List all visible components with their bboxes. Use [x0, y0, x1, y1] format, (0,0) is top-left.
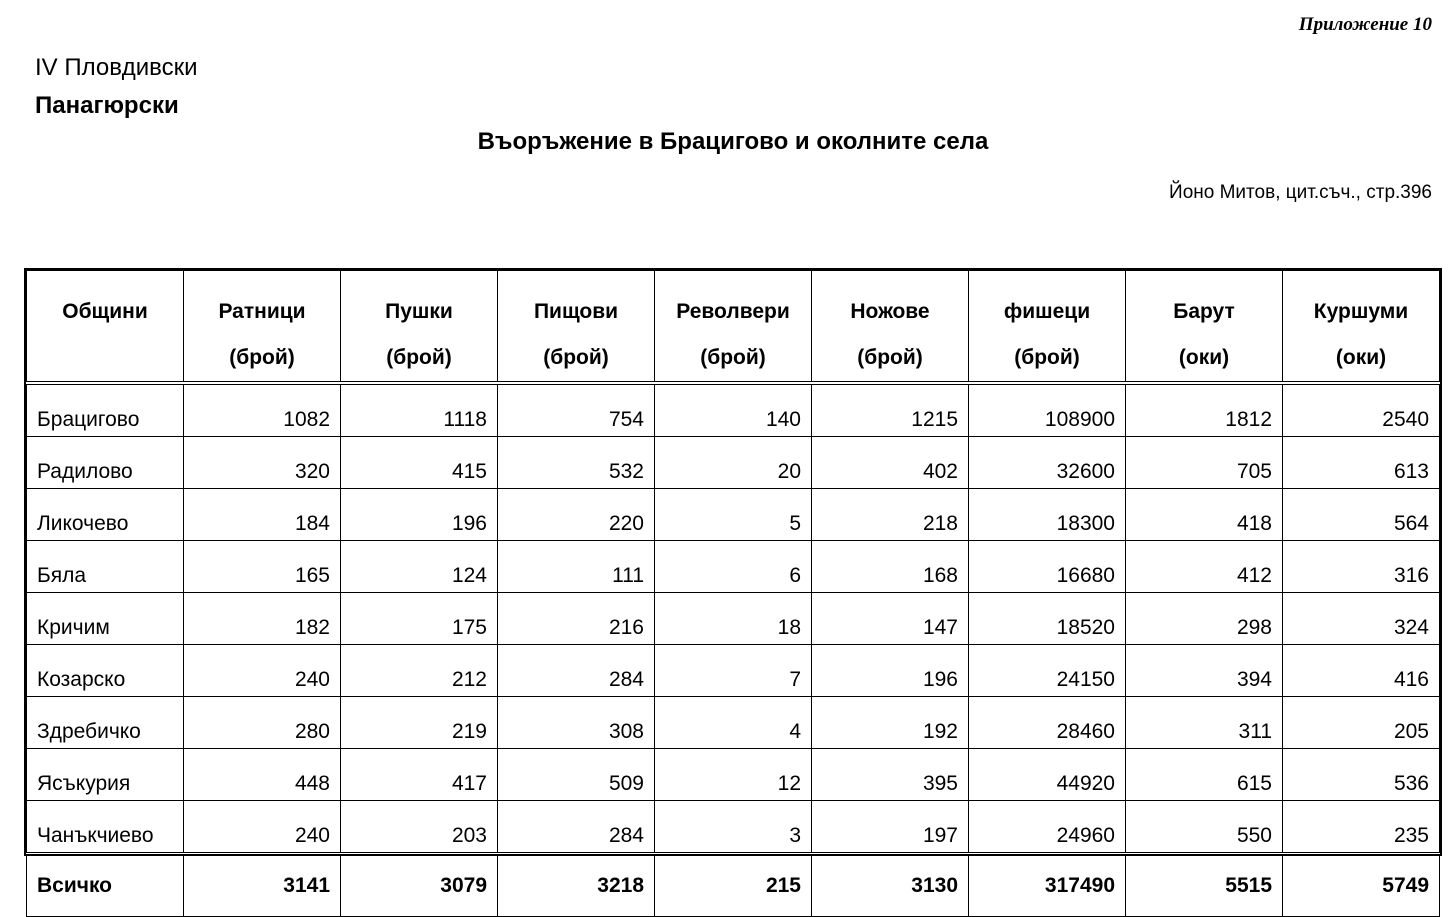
value-cell: 298 [1126, 593, 1283, 645]
column-header-label: Куршуми [1313, 300, 1409, 323]
total-value-cell: 5515 [1126, 854, 1283, 917]
value-cell: 324 [1283, 593, 1440, 645]
total-row [27, 854, 1440, 917]
value-cell: 705 [1126, 437, 1283, 489]
value-cell: 20 [655, 437, 812, 489]
column-header-unit: (брой) [1014, 346, 1080, 369]
value-cell: 316 [1283, 541, 1440, 593]
value-cell: 219 [341, 697, 498, 749]
table-row [27, 489, 1440, 541]
value-cell: 412 [1126, 541, 1283, 593]
column-header [498, 271, 655, 384]
total-value-cell: 3218 [498, 854, 655, 917]
page-title: Въоръжение в Брацигово и околните села [477, 128, 989, 155]
value-cell: 7 [655, 645, 812, 697]
value-cell: 754 [498, 383, 655, 437]
value-cell: 24960 [969, 801, 1126, 855]
value-cell: 111 [498, 541, 655, 593]
region-heading: IV Пловдивски [35, 54, 198, 81]
column-header-unit: (брой) [700, 346, 766, 369]
value-cell: 395 [812, 749, 969, 801]
total-label: Всичко [27, 854, 184, 917]
municipality-cell: Бяла [27, 541, 184, 593]
column-header-label: Пищови [533, 300, 619, 323]
column-header [27, 271, 184, 384]
total-value-cell: 5749 [1283, 854, 1440, 917]
value-cell: 615 [1126, 749, 1283, 801]
value-cell: 402 [812, 437, 969, 489]
appendix-label: Приложение 10 [1298, 14, 1432, 35]
value-cell: 216 [498, 593, 655, 645]
column-header [1126, 271, 1283, 384]
value-cell: 284 [498, 801, 655, 855]
value-cell: 1082 [184, 383, 341, 437]
value-cell: 308 [498, 697, 655, 749]
municipality-cell: Радилово [27, 437, 184, 489]
value-cell: 532 [498, 437, 655, 489]
armament-table [24, 268, 1442, 897]
column-header-label: Общини [62, 300, 148, 323]
table-row [27, 697, 1440, 749]
total-value-cell: 317490 [969, 854, 1126, 917]
value-cell: 212 [341, 645, 498, 697]
value-cell: 108900 [969, 383, 1126, 437]
value-cell: 44920 [969, 749, 1126, 801]
value-cell: 2540 [1283, 383, 1440, 437]
value-cell: 4 [655, 697, 812, 749]
column-header-unit: (брой) [386, 346, 452, 369]
value-cell: 165 [184, 541, 341, 593]
value-cell: 18 [655, 593, 812, 645]
column-header-unit: (брой) [229, 346, 295, 369]
value-cell: 536 [1283, 749, 1440, 801]
value-cell: 197 [812, 801, 969, 855]
column-header-unit: (оки) [1178, 346, 1230, 369]
column-header [655, 271, 812, 384]
column-header [341, 271, 498, 384]
municipality-cell: Ясъкурия [27, 749, 184, 801]
value-cell: 18300 [969, 489, 1126, 541]
value-cell: 182 [184, 593, 341, 645]
municipality-cell: Брацигово [27, 383, 184, 437]
value-cell: 5 [655, 489, 812, 541]
value-cell: 203 [341, 801, 498, 855]
value-cell: 564 [1283, 489, 1440, 541]
value-cell: 184 [184, 489, 341, 541]
table-header [27, 271, 1440, 384]
source-citation: Йоно Митов, цит.съч., стр.396 [1169, 182, 1432, 203]
table-row [27, 541, 1440, 593]
value-cell: 18520 [969, 593, 1126, 645]
table-row [27, 749, 1440, 801]
value-cell: 192 [812, 697, 969, 749]
column-header-unit: (оки) [1335, 346, 1387, 369]
value-cell: 124 [341, 541, 498, 593]
value-cell: 415 [341, 437, 498, 489]
column-header-unit: (брой) [857, 346, 923, 369]
column-header-label: Ратници [218, 300, 306, 323]
table-row [27, 645, 1440, 697]
value-cell: 311 [1126, 697, 1283, 749]
value-cell: 280 [184, 697, 341, 749]
table-row [27, 437, 1440, 489]
table-footer [27, 854, 1440, 917]
value-cell: 284 [498, 645, 655, 697]
column-header [1283, 271, 1440, 384]
column-header-label: фишеци [1003, 300, 1091, 323]
municipality-cell: Чанъкчиево [27, 801, 184, 855]
table-row [27, 593, 1440, 645]
column-header [969, 271, 1126, 384]
column-header [184, 271, 341, 384]
municipality-cell: Козарско [27, 645, 184, 697]
value-cell: 418 [1126, 489, 1283, 541]
value-cell: 12 [655, 749, 812, 801]
value-cell: 1118 [341, 383, 498, 437]
column-header-label: Барут [1173, 300, 1235, 323]
value-cell: 32600 [969, 437, 1126, 489]
value-cell: 140 [655, 383, 812, 437]
value-cell: 509 [498, 749, 655, 801]
municipality-cell: Ликочево [27, 489, 184, 541]
value-cell: 1215 [812, 383, 969, 437]
value-cell: 6 [655, 541, 812, 593]
total-value-cell: 215 [655, 854, 812, 917]
municipality-cell: Здребичко [27, 697, 184, 749]
value-cell: 24150 [969, 645, 1126, 697]
value-cell: 394 [1126, 645, 1283, 697]
value-cell: 205 [1283, 697, 1440, 749]
value-cell: 235 [1283, 801, 1440, 855]
value-cell: 220 [498, 489, 655, 541]
column-header-unit: (брой) [543, 346, 609, 369]
value-cell: 16680 [969, 541, 1126, 593]
value-cell: 147 [812, 593, 969, 645]
total-value-cell: 3141 [184, 854, 341, 917]
value-cell: 550 [1126, 801, 1283, 855]
column-header-label: Пушки [385, 300, 453, 323]
value-cell: 320 [184, 437, 341, 489]
value-cell: 448 [184, 749, 341, 801]
value-cell: 416 [1283, 645, 1440, 697]
municipality-cell: Кричим [27, 593, 184, 645]
table-row [27, 801, 1440, 855]
value-cell: 240 [184, 645, 341, 697]
column-header-label: Револвери [676, 300, 790, 323]
total-value-cell: 3079 [341, 854, 498, 917]
value-cell: 417 [341, 749, 498, 801]
value-cell: 240 [184, 801, 341, 855]
value-cell: 3 [655, 801, 812, 855]
table-row [27, 383, 1440, 437]
district-heading: Панагюрски [35, 92, 179, 119]
total-value-cell: 3130 [812, 854, 969, 917]
column-header-label: Ножове [850, 300, 930, 323]
column-header [812, 271, 969, 384]
value-cell: 28460 [969, 697, 1126, 749]
value-cell: 196 [812, 645, 969, 697]
value-cell: 196 [341, 489, 498, 541]
table-body [27, 383, 1440, 854]
value-cell: 168 [812, 541, 969, 593]
value-cell: 1812 [1126, 383, 1283, 437]
value-cell: 613 [1283, 437, 1440, 489]
value-cell: 175 [341, 593, 498, 645]
value-cell: 218 [812, 489, 969, 541]
